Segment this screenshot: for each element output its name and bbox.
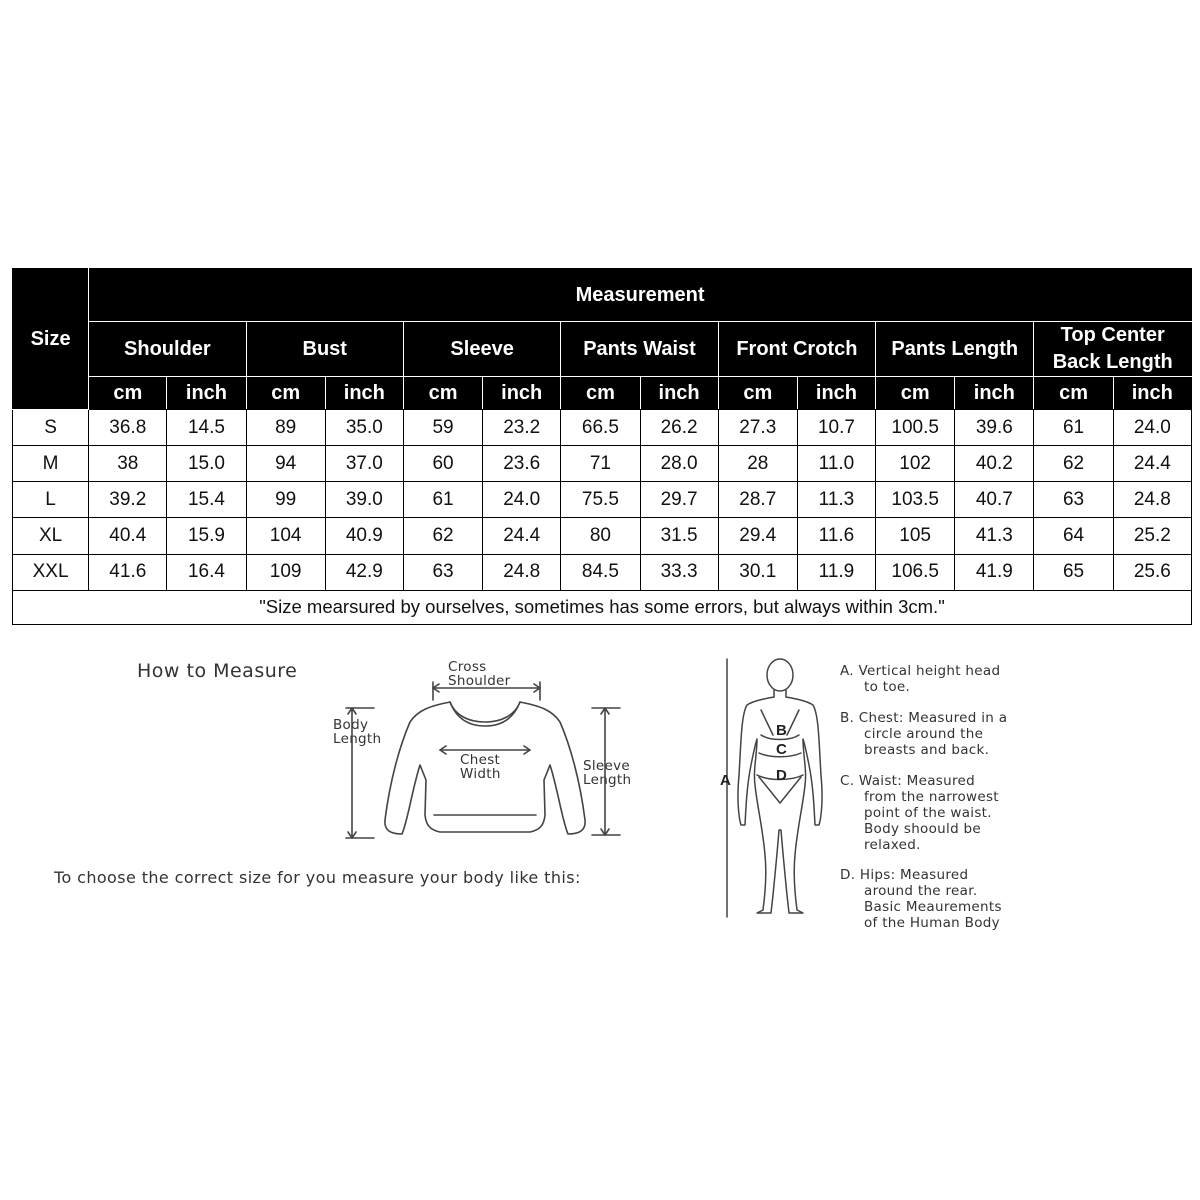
size-row	[13, 554, 1192, 590]
unit-header: inch	[955, 377, 1034, 410]
size-row	[13, 518, 1192, 554]
measurement-cell: 11.3	[797, 482, 875, 518]
measurement-cell: 39.6	[955, 410, 1034, 446]
measurement-note: "Size mearsured by ourselves, sometimes has some errors, but always within 3cm."	[13, 590, 1192, 624]
measurement-cell: 15.9	[167, 518, 246, 554]
measurement-cell: 71	[561, 446, 640, 482]
measurement-cell: 23.2	[483, 410, 561, 446]
measurement-cell: 62	[1034, 446, 1113, 482]
measurement-cell: 64	[1034, 518, 1113, 554]
measurement-cell: 15.0	[167, 446, 246, 482]
unit-header: inch	[1113, 377, 1191, 410]
measurement-cell: 61	[1034, 410, 1113, 446]
measurement-cell: 104	[246, 518, 325, 554]
marker-a: A	[720, 772, 731, 789]
group-header-pants-waist: Pants Waist	[561, 322, 718, 377]
note-chest: B. Chest: Measured in a circle around the breasts and back.	[840, 710, 1008, 758]
measurement-cell: 33.3	[640, 554, 718, 590]
measurement-cell: 24.8	[1113, 482, 1191, 518]
size-label: S	[13, 410, 89, 446]
shirt-measure-diagram-icon	[330, 670, 650, 850]
measurement-cell: 60	[403, 446, 482, 482]
size-row	[13, 410, 1192, 446]
note-row	[13, 590, 1192, 624]
size-row	[13, 482, 1192, 518]
measurement-cell: 99	[246, 482, 325, 518]
measurement-cell: 61	[403, 482, 482, 518]
unit-header: cm	[718, 377, 797, 410]
unit-header: inch	[325, 377, 403, 410]
measurement-cell: 105	[876, 518, 955, 554]
measurement-cell: 109	[246, 554, 325, 590]
group-header-pants-length: Pants Length	[876, 322, 1034, 377]
marker-c: C	[776, 741, 787, 758]
measurement-cell: 10.7	[797, 410, 875, 446]
measurement-cell: 29.4	[718, 518, 797, 554]
unit-header: cm	[561, 377, 640, 410]
measurement-cell: 11.0	[797, 446, 875, 482]
unit-header: cm	[89, 377, 167, 410]
measurement-cell: 15.4	[167, 482, 246, 518]
group-header-shoulder: Shoulder	[89, 322, 246, 377]
measurement-cell: 65	[1034, 554, 1113, 590]
marker-b: B	[776, 722, 787, 739]
measurement-cell: 39.0	[325, 482, 403, 518]
note-hips: D. Hips: Measured around the rear. Basic Meaurements of the Human Body	[840, 867, 1002, 931]
body-length-label: Body Length	[333, 717, 382, 747]
measurement-cell: 26.2	[640, 410, 718, 446]
group-header-front-crotch: Front Crotch	[718, 322, 875, 377]
size-chart-table	[12, 268, 1192, 625]
measurement-cell: 40.7	[955, 482, 1034, 518]
measurement-cell: 28.7	[718, 482, 797, 518]
measurement-cell: 29.7	[640, 482, 718, 518]
measurement-cell: 30.1	[718, 554, 797, 590]
measurement-cell: 35.0	[325, 410, 403, 446]
sleeve-length-label: Sleeve Length	[583, 758, 632, 788]
measurement-cell: 63	[403, 554, 482, 590]
unit-header-row	[13, 377, 1192, 410]
unit-header: inch	[483, 377, 561, 410]
measurement-cell: 59	[403, 410, 482, 446]
note-waist: C. Waist: Measured from the narrowest point of the waist. Body shoould be relaxed.	[840, 773, 999, 853]
measurement-cell: 80	[561, 518, 640, 554]
measurement-cell: 40.4	[89, 518, 167, 554]
measurement-cell: 28	[718, 446, 797, 482]
measurement-cell: 41.9	[955, 554, 1034, 590]
group-header-sleeve: Sleeve	[403, 322, 560, 377]
measurement-cell: 14.5	[167, 410, 246, 446]
measurement-cell: 41.6	[89, 554, 167, 590]
measurement-cell: 94	[246, 446, 325, 482]
measurement-cell: 75.5	[561, 482, 640, 518]
measurement-cell: 40.2	[955, 446, 1034, 482]
measurement-cell: 24.0	[1113, 410, 1191, 446]
size-rows	[13, 410, 1192, 625]
unit-header: inch	[797, 377, 875, 410]
measurement-cell: 102	[876, 446, 955, 482]
measurement-cell: 66.5	[561, 410, 640, 446]
measurement-cell: 24.4	[483, 518, 561, 554]
measurement-cell: 16.4	[167, 554, 246, 590]
measurement-cell: 28.0	[640, 446, 718, 482]
size-column-header: Size	[13, 269, 89, 410]
cross-shoulder-label: Cross Shoulder	[448, 659, 511, 689]
unit-header: inch	[640, 377, 718, 410]
measurement-cell: 62	[403, 518, 482, 554]
measurement-cell: 39.2	[89, 482, 167, 518]
measurement-cell: 37.0	[325, 446, 403, 482]
note-vertical-height: A. Vertical height head to toe.	[840, 663, 1001, 695]
measurement-cell: 41.3	[955, 518, 1034, 554]
size-label: M	[13, 446, 89, 482]
unit-header: cm	[403, 377, 482, 410]
marker-d: D	[776, 767, 787, 784]
measurement-cell: 89	[246, 410, 325, 446]
measurement-cell: 84.5	[561, 554, 640, 590]
measurement-cell: 40.9	[325, 518, 403, 554]
measurement-cell: 11.9	[797, 554, 875, 590]
measurement-cell: 11.6	[797, 518, 875, 554]
measurement-cell: 42.9	[325, 554, 403, 590]
size-label: XL	[13, 518, 89, 554]
human-body-diagram-icon	[715, 655, 835, 925]
measurement-cell: 106.5	[876, 554, 955, 590]
measurement-cell: 36.8	[89, 410, 167, 446]
measurement-cell: 38	[89, 446, 167, 482]
how-to-measure-title: How to Measure	[137, 660, 298, 682]
unit-header: cm	[876, 377, 955, 410]
measurement-cell: 24.4	[1113, 446, 1191, 482]
measurement-cell: 23.6	[483, 446, 561, 482]
measurement-cell: 103.5	[876, 482, 955, 518]
measurement-cell: 25.6	[1113, 554, 1191, 590]
unit-header: cm	[1034, 377, 1113, 410]
chest-width-label: Chest Width	[460, 752, 501, 782]
group-header-top-center-back-length: Top Center Back Length	[1034, 322, 1192, 377]
measurement-cell: 25.2	[1113, 518, 1191, 554]
measurement-cell: 27.3	[718, 410, 797, 446]
measurement-cell: 100.5	[876, 410, 955, 446]
measurement-header: Measurement	[89, 269, 1192, 322]
measurement-cell: 24.8	[483, 554, 561, 590]
size-row	[13, 446, 1192, 482]
measurement-cell: 63	[1034, 482, 1113, 518]
choose-size-instruction: To choose the correct size for you measure your body like this:	[54, 868, 581, 887]
measurement-cell: 24.0	[483, 482, 561, 518]
unit-header: inch	[167, 377, 246, 410]
measurement-cell: 31.5	[640, 518, 718, 554]
group-header-bust: Bust	[246, 322, 403, 377]
size-label: L	[13, 482, 89, 518]
unit-header: cm	[246, 377, 325, 410]
size-label: XXL	[13, 554, 89, 590]
